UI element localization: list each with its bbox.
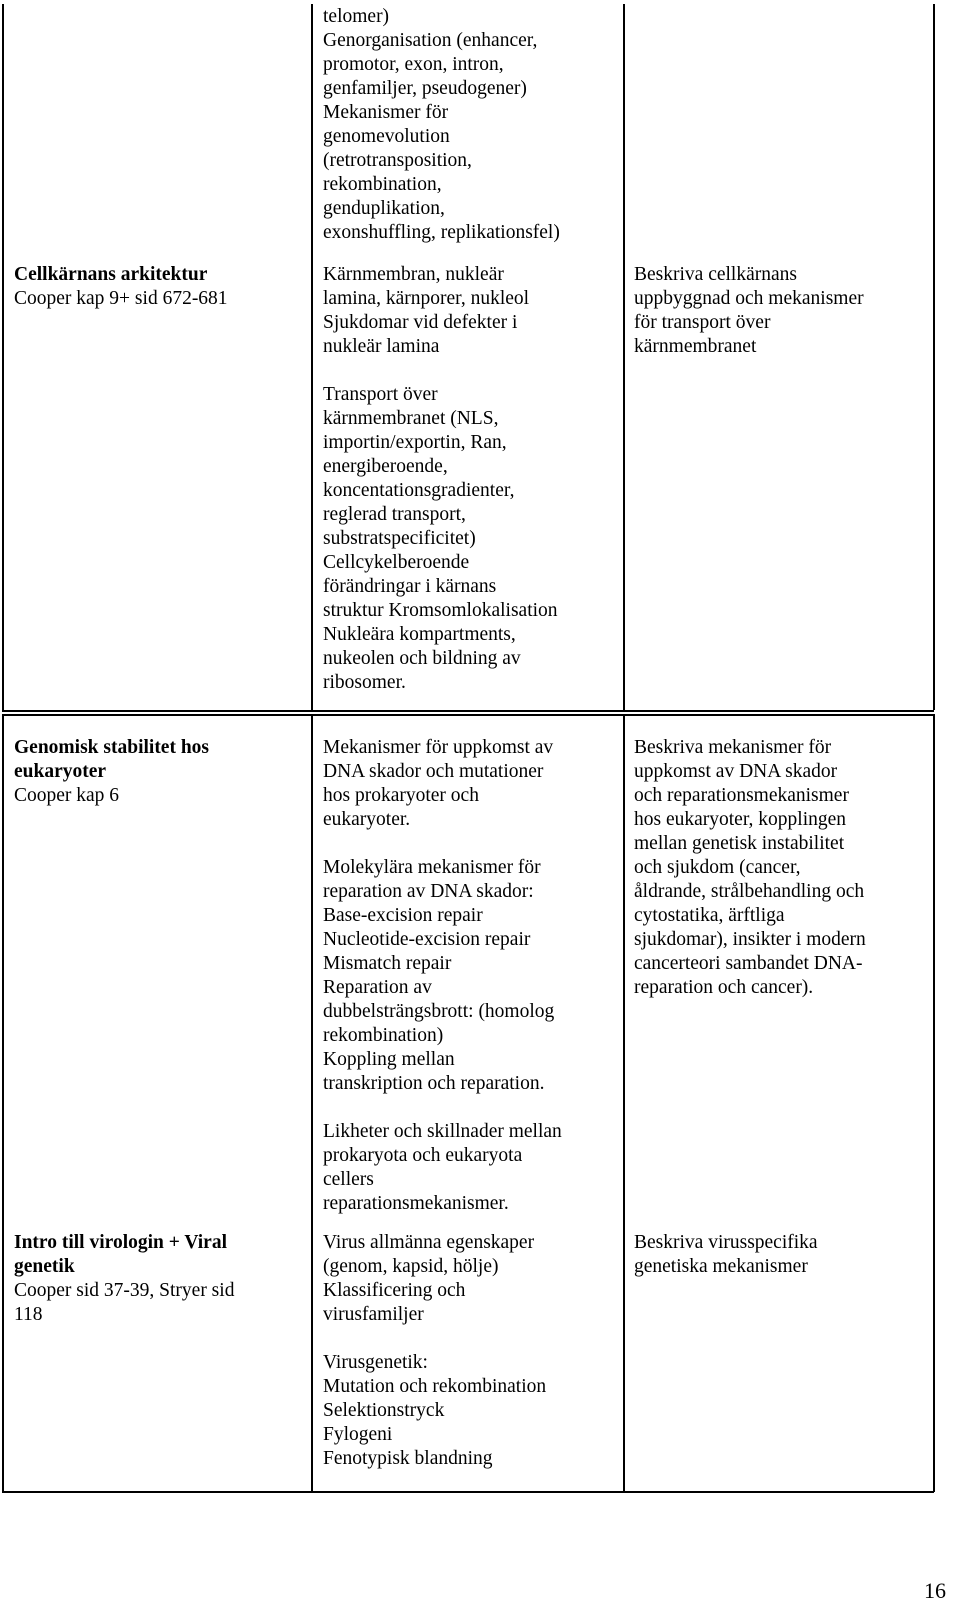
content-paragraph: Kärnmembran, nukleär lamina, kärnporer, nukleol Sjukdomar vid defekter i nukleär lamina [323, 264, 530, 357]
row-virology-content [323, 1231, 619, 1471]
content-paragraph: Virus allmänna egenskaper (genom, kapsid, hölje) Klassificering och virusfamiljer [323, 1232, 535, 1325]
topic-reference: Cooper kap 6 [14, 785, 120, 806]
table-border-bottom [2, 710, 934, 712]
row-virology-goal [634, 1231, 930, 1279]
table-border-left [2, 4, 4, 710]
table2-border-top [2, 714, 934, 716]
goal-text: Beskriva virusspecifika genetiska mekanismer [634, 1232, 818, 1277]
table2-border-col2-col3 [623, 714, 625, 1492]
table2-border-bottom [2, 1491, 934, 1493]
row-virology-topic [14, 1231, 306, 1327]
row-nucleus-topic [14, 263, 306, 311]
content-paragraph: Molekylära mekanismer för reparation av DNA skador: Base-excision repair Nucleotide-excision repair Mismatch repair Reparation av dubbelsträngsbrott: (homolog rekombination) Koppling mellan transkription och reparation. [323, 857, 555, 1094]
row-nucleus-content [323, 263, 619, 695]
row-stability-topic [14, 736, 306, 808]
content-paragraph: Mekanismer för uppkomst av DNA skador och mutationer hos prokaryoter och eukaryoter. [323, 737, 554, 830]
topic-reference: Cooper sid 37-39, Stryer sid 118 [14, 1280, 235, 1325]
row-genome-content [323, 5, 619, 245]
table2-border-right [933, 714, 935, 1492]
topic-title: Cellkärnans arkitektur [14, 264, 208, 285]
content-paragraph: Virusgenetik: Mutation och rekombination Selektionstryck Fylogeni Fenotypisk blandning [323, 1352, 547, 1469]
topic-title: Intro till virologin + Viral genetik [14, 1232, 227, 1277]
goal-text: Beskriva cellkärnans uppbyggnad och mekanismer för transport över kärnmembranet [634, 264, 864, 357]
content-paragraph: telomer) Genorganisation (enhancer, promotor, exon, intron, genfamiljer, pseudogener) Mekanismer för genomevolution (retrotransposition, rekombination, genduplikation, exonshuffling, replikationsfel) [323, 6, 560, 243]
goal-text: Beskriva mekanismer för uppkomst av DNA skador och reparationsmekanismer hos eukaryoter, kopplingen mellan genetisk instabilitet och sjukdom (cancer, åldrande, strålbehandling och cytostatika, ärftliga sjukdomar), insikter i modern cancerteori sambandet DNA- reparation och cancer). [634, 737, 866, 998]
topic-title: Genomisk stabilitet hos eukaryoter [14, 737, 210, 782]
table-border-col1-col2 [311, 4, 313, 710]
table-border-col2-col3 [623, 4, 625, 710]
table-border-right [933, 4, 935, 710]
row-stability-goal [634, 736, 930, 1000]
row-stability-content [323, 736, 619, 1216]
table2-border-col1-col2 [311, 714, 313, 1492]
content-paragraph: Likheter och skillnader mellan prokaryota och eukaryota cellers reparationsmekanismer. [323, 1121, 562, 1214]
topic-reference: Cooper kap 9+ sid 672-681 [14, 288, 228, 309]
row-nucleus-goal [634, 263, 930, 359]
content-paragraph: Transport över kärnmembranet (NLS, importin/exportin, Ran, energiberoende, koncentationsgradienter, reglerad transport, substratspecificitet) Cellcykelberoende förändringar i kärnans struktur Kromsomlokalisation Nukleära kompartments, nukeolen och bildning av ribosomer. [323, 384, 558, 693]
table2-border-left [2, 714, 4, 1492]
page-number: 16 [924, 1578, 946, 1603]
